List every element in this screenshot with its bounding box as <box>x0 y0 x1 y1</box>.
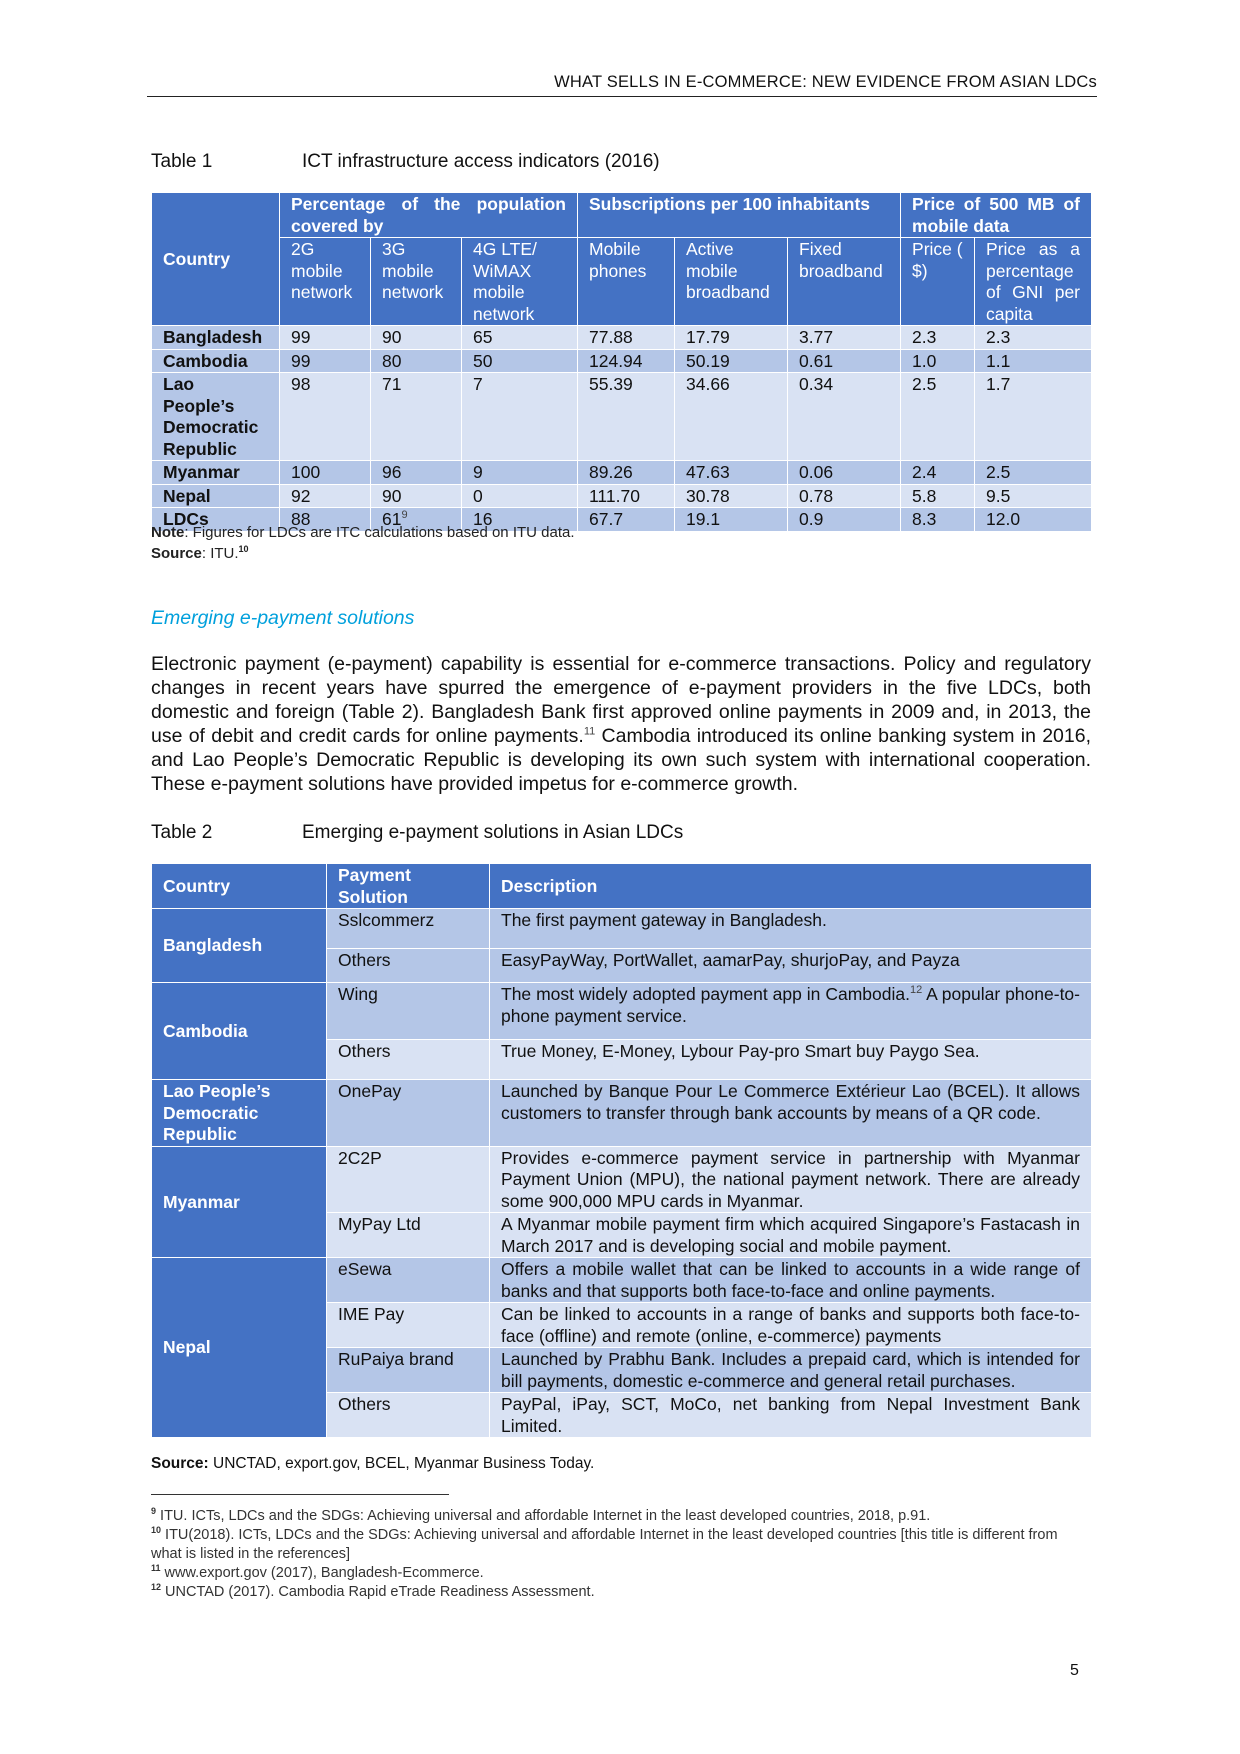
ict-indicators-table <box>151 192 1092 532</box>
table1-col-2g: 2G mobile network <box>280 238 371 326</box>
solution-cell: Wing <box>327 983 490 1040</box>
cell: 19.1 <box>675 508 788 532</box>
footnote-number: 9 <box>151 1506 157 1517</box>
table1-group-price: Price of 500 MB of mobile data <box>901 193 1092 238</box>
footnote-number: 11 <box>151 1563 161 1574</box>
footnote-text: ITU. ICTs, LDCs and the SDGs: Achieving universal and affordable Internet in the least developed countries, 2018, p.91. <box>156 1508 931 1524</box>
cell: 12.0 <box>975 508 1092 532</box>
cell: 96 <box>371 461 462 485</box>
note-label: Note <box>151 524 185 541</box>
cell: 9.5 <box>975 484 1092 508</box>
cell: 7 <box>462 373 578 461</box>
para-part-1: Electronic payment (e-payment) capability is essential for e-commerce transactions. Policy and regulatory changes in recent years have spurred the emergence of e-payment providers in the five LDCs, both domestic and foreign (Table 2). Bangladesh Bank first approved online payments in 2009 and, in 2013, the use of debit and credit cards for online payments. <box>151 653 1091 747</box>
cell: 90 <box>371 326 462 350</box>
e-payment-table <box>151 863 1092 1438</box>
footnote-number: 12 <box>151 1582 162 1593</box>
footnote <box>151 1526 1091 1564</box>
cell: 0.34 <box>788 373 901 461</box>
table2-source <box>151 1455 594 1473</box>
page-number: 5 <box>1070 1662 1079 1679</box>
description-cell: Launched by Prabhu Bank. Includes a prepaid card, which is intended for bill payments, domestic e-commerce and general retail purchases. <box>490 1348 1092 1393</box>
solution-cell: RuPaiya brand <box>327 1348 490 1393</box>
desc-part: The most widely adopted payment app in Cambodia. <box>501 984 910 1004</box>
table1-group-coverage: Percentage of the population covered by <box>280 193 578 238</box>
cell: 30.78 <box>675 484 788 508</box>
cell: 55.39 <box>578 373 675 461</box>
footnote-ref: 11 <box>583 725 596 738</box>
row-country: Myanmar <box>152 1146 327 1258</box>
cell: 89.26 <box>578 461 675 485</box>
table1-title: ICT infrastructure access indicators (2016) <box>302 151 660 172</box>
row-country: Lao People’s Democratic Republic <box>152 1080 327 1147</box>
cell: 0 <box>462 484 578 508</box>
description-cell: Can be linked to accounts in a range of banks and supports both face-to-face (offline) and remote (online, e-commerce) payments <box>490 1303 1092 1348</box>
description-cell: A Myanmar mobile payment firm which acquired Singapore’s Fastacash in March 2017 and is developing social and mobile payment. <box>490 1213 1092 1258</box>
solution-cell: Others <box>327 1393 490 1438</box>
description-cell: EasyPayWay, PortWallet, aamarPay, shurjoPay, and Payza <box>490 949 1092 983</box>
cell: 2.4 <box>901 461 975 485</box>
header-rule <box>147 96 1097 97</box>
cell: 88 <box>280 508 371 532</box>
footnote-ref: 12 <box>909 984 923 997</box>
table1-col-mobile-phones: Mobile phones <box>578 238 675 326</box>
source-label: Source <box>151 545 202 562</box>
cell: 3.77 <box>788 326 901 350</box>
cell: 50.19 <box>675 349 788 373</box>
table-row <box>152 983 1092 1040</box>
table1-col-price-gni: Price as a percentage of GNI per capita <box>975 238 1092 326</box>
cell: 90 <box>371 484 462 508</box>
footnote-text: www.export.gov (2017), Bangladesh-Ecommerce. <box>160 1565 484 1581</box>
footnotes <box>151 1507 1091 1602</box>
cell: 17.79 <box>675 326 788 350</box>
cell: 77.88 <box>578 326 675 350</box>
note-text: : Figures for LDCs are ITC calculations based on ITU data. <box>184 524 575 541</box>
cell: 34.66 <box>675 373 788 461</box>
table-row <box>152 1080 1092 1147</box>
row-country: Myanmar <box>152 461 280 485</box>
description-cell: True Money, E-Money, Lybour Pay-pro Smart buy Paygo Sea. <box>490 1040 1092 1080</box>
description-cell: Launched by Banque Pour Le Commerce Extérieur Lao (BCEL). It allows customers to transfer through bank accounts by means of a QR code. <box>490 1080 1092 1147</box>
source-text: : ITU. <box>201 545 239 562</box>
table1-subheader-row <box>152 238 1092 326</box>
table2-header-row <box>152 864 1092 909</box>
footnote <box>151 1564 1091 1583</box>
table1-col-active-broadband: Active mobile broadband <box>675 238 788 326</box>
cell: 111.70 <box>578 484 675 508</box>
cell: 9 <box>462 461 578 485</box>
cell: 47.63 <box>675 461 788 485</box>
solution-cell: IME Pay <box>327 1303 490 1348</box>
solution-cell: MyPay Ltd <box>327 1213 490 1258</box>
table1-country-header: Country <box>152 193 280 326</box>
footnote <box>151 1507 1091 1526</box>
cell: 100 <box>280 461 371 485</box>
table1-note <box>151 524 575 541</box>
table1-group-subscriptions: Subscriptions per 100 inhabitants <box>578 193 901 238</box>
footnote-text: UNCTAD (2017). Cambodia Rapid eTrade Readiness Assessment. <box>161 1584 595 1600</box>
footnote-number: 10 <box>151 1525 162 1536</box>
source-label: Source: <box>151 1455 209 1472</box>
table-row <box>152 326 1092 350</box>
row-country: Nepal <box>152 484 280 508</box>
cell: 8.3 <box>901 508 975 532</box>
table2-title: Emerging e-payment solutions in Asian LDCs <box>302 822 684 843</box>
cell: 0.06 <box>788 461 901 485</box>
cell: 0.61 <box>788 349 901 373</box>
table-row <box>152 484 1092 508</box>
description-cell: Offers a mobile wallet that can be linked to accounts in a wide range of banks and that supports both face-to-face and online payments. <box>490 1258 1092 1303</box>
description-cell: The first payment gateway in Bangladesh. <box>490 909 1092 949</box>
cell: 2.5 <box>901 373 975 461</box>
table-row <box>152 349 1092 373</box>
solution-cell: OnePay <box>327 1080 490 1147</box>
description-cell: PayPal, iPay, SCT, MoCo, net banking from Nepal Investment Bank Limited. <box>490 1393 1092 1438</box>
running-header: WHAT SELLS IN E-COMMERCE: NEW EVIDENCE FROM ASIAN LDCs <box>554 73 1097 91</box>
table2-country-header: Country <box>152 864 327 909</box>
solution-cell: Others <box>327 949 490 983</box>
cell: 0.9 <box>788 508 901 532</box>
table2-caption <box>151 822 683 844</box>
table1-header-row <box>152 193 1092 238</box>
row-country: Lao People’s Democratic Republic <box>152 373 280 461</box>
cell: 80 <box>371 349 462 373</box>
table-row <box>152 373 1092 461</box>
cell: 1.1 <box>975 349 1092 373</box>
table2-number: Table 2 <box>151 822 213 843</box>
row-country: Bangladesh <box>152 326 280 350</box>
cell: 1.0 <box>901 349 975 373</box>
cell: 16 <box>462 508 578 532</box>
cell: 2.3 <box>901 326 975 350</box>
cell: 2.3 <box>975 326 1092 350</box>
body-paragraph <box>151 652 1091 796</box>
source-text: UNCTAD, export.gov, BCEL, Myanmar Business Today. <box>208 1455 595 1472</box>
footnote-rule <box>151 1494 449 1495</box>
row-country: LDCs <box>152 508 280 532</box>
table1-number: Table 1 <box>151 151 213 172</box>
table1-col-3g: 3G mobile network <box>371 238 462 326</box>
cell: 98 <box>280 373 371 461</box>
cell: 124.94 <box>578 349 675 373</box>
cell: 92 <box>280 484 371 508</box>
table-row <box>152 1146 1092 1213</box>
cell: 50 <box>462 349 578 373</box>
cell: 67.7 <box>578 508 675 532</box>
cell: 0.78 <box>788 484 901 508</box>
cell: 99 <box>280 326 371 350</box>
table1-source <box>151 544 249 562</box>
description-cell: Provides e-commerce payment service in partnership with Myanmar Payment Union (MPU), the national payment network. There are already some 900,000 MPU cards in Myanmar. <box>490 1146 1092 1213</box>
para-part-2: Cambodia introduced its online banking system in 2016, and Lao People’s Democratic Republic is developing its own such system with international cooperation. These e-payment solutions have provided impetus for e-commerce growth. <box>151 725 1091 795</box>
cell: 5.8 <box>901 484 975 508</box>
footnote-text: ITU(2018). ICTs, LDCs and the SDGs: Achieving universal and affordable Internet in the least developed countries [this title is different from what is listed in the references] <box>151 1527 1058 1562</box>
table1-caption <box>151 151 660 173</box>
cell: 1.7 <box>975 373 1092 461</box>
cell-value: 61 <box>382 509 402 529</box>
table1-col-fixed-broadband: Fixed broadband <box>788 238 901 326</box>
table-row <box>152 1258 1092 1303</box>
solution-cell: eSewa <box>327 1258 490 1303</box>
table2-solution-header: Payment Solution <box>327 864 490 909</box>
footnote <box>151 1583 1091 1602</box>
row-country: Cambodia <box>152 983 327 1080</box>
solution-cell: 2C2P <box>327 1146 490 1213</box>
description-cell <box>490 983 1092 1040</box>
table1-col-price: Price ( $) <box>901 238 975 326</box>
cell: 65 <box>462 326 578 350</box>
row-country: Nepal <box>152 1258 327 1438</box>
section-heading: Emerging e-payment solutions <box>151 607 415 629</box>
cell: 71 <box>371 373 462 461</box>
cell: 2.5 <box>975 461 1092 485</box>
solution-cell: Others <box>327 1040 490 1080</box>
table1-col-4g: 4G LTE/ WiMAX mobile network <box>462 238 578 326</box>
row-country: Bangladesh <box>152 909 327 983</box>
footnote-ref: 9 <box>401 509 408 522</box>
table-row <box>152 461 1092 485</box>
desc-part: A popular phone-to-phone payment service. <box>501 984 1080 1026</box>
footnote-ref: 10 <box>238 544 249 554</box>
cell: 99 <box>280 349 371 373</box>
table-row <box>152 909 1092 949</box>
table2-description-header: Description <box>490 864 1092 909</box>
row-country: Cambodia <box>152 349 280 373</box>
solution-cell: Sslcommerz <box>327 909 490 949</box>
